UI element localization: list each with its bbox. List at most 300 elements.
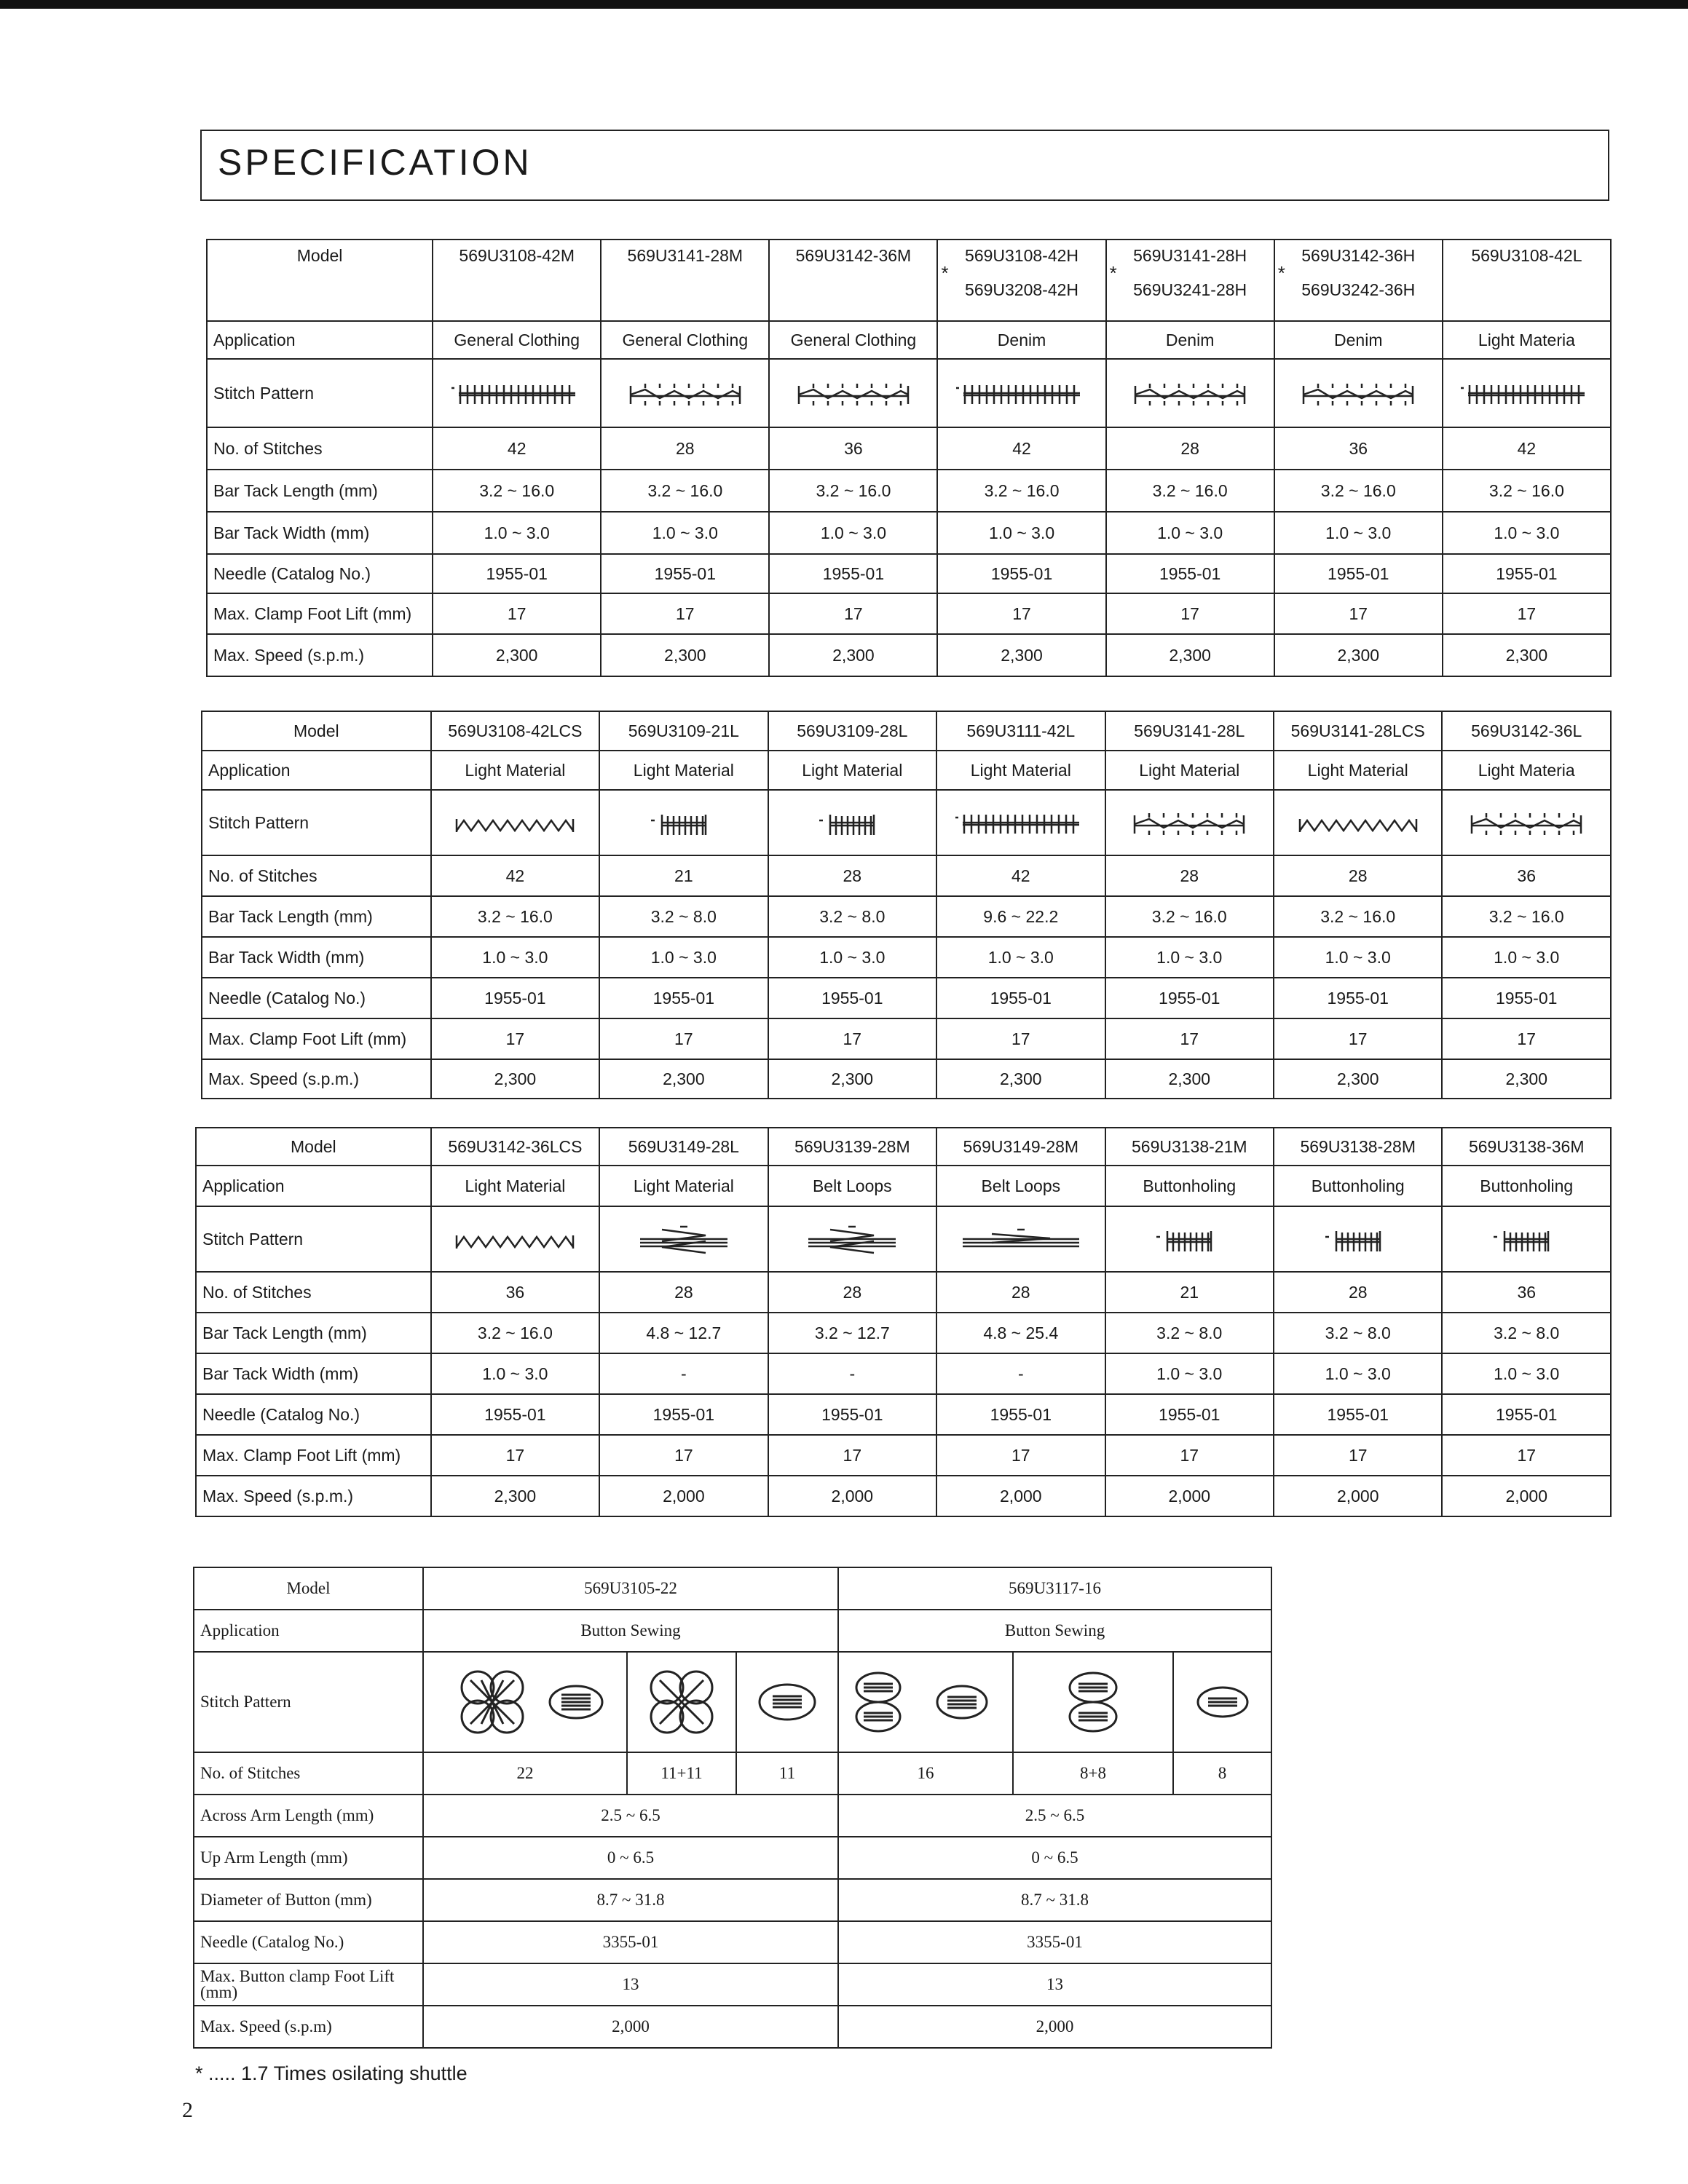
needle-cell: 1955-01 [599,978,768,1018]
button-clamp-cell: 13 [838,1963,1271,2006]
lift-label: Max. Clamp Foot Lift (mm) [207,593,433,634]
lift-cell: 17 [1442,1435,1611,1476]
needle-cell: 1955-01 [769,554,937,593]
width-cell: 1.0 ~ 3.0 [599,937,768,978]
model-label: Model [202,711,431,751]
width-cell: - [936,1353,1105,1394]
stitch-pattern-cell [1442,790,1611,855]
application-cell: Button Sewing [423,1610,838,1652]
length-cell: 3.2 ~ 8.0 [599,896,768,937]
stitch-pattern-cell [433,359,601,427]
model-row [207,240,1611,321]
stitch-pattern-cell [431,1206,599,1272]
application-cell: General Clothing [769,321,937,359]
stitches-cell: 28 [1106,427,1274,470]
model-cell: 569U3138-21M [1105,1128,1274,1166]
model-cell: 569U3138-28M [1274,1128,1442,1166]
stitches-cell: 42 [1443,427,1611,470]
needle-label: Needle (Catalog No.) [194,1921,423,1963]
speed-cell: 2,300 [431,1059,599,1099]
width-cell: 1.0 ~ 3.0 [769,512,937,554]
length-cell: 3.2 ~ 16.0 [769,470,937,512]
button-4hole-pattern-icon [634,1662,729,1742]
lift-cell: 17 [431,1018,599,1059]
spec-table-3 [195,1127,1612,1517]
stitches-label: No. of Stitches [196,1272,431,1313]
lift-cell: 17 [769,593,937,634]
speed-cell: 2,000 [936,1476,1105,1516]
width-cell: 1.0 ~ 3.0 [936,937,1105,978]
bartack-pattern-icon [611,804,757,841]
beltloop-pattern-icon [948,1221,1094,1257]
width-cell: 1.0 ~ 3.0 [768,937,936,978]
buttonhole-pattern-icon [1454,1221,1599,1257]
stitches-row [196,1272,1611,1313]
needle-row [207,554,1611,593]
length-cell: 3.2 ~ 16.0 [1274,896,1442,937]
beltloop-pattern-icon [611,1221,757,1257]
application-cell: Belt Loops [768,1166,936,1206]
needle-cell: 1955-01 [1274,978,1442,1018]
application-cell: Buttonholing [1274,1166,1442,1206]
application-cell: Light Material [768,751,936,790]
model-cell: 569U3139-28M [768,1128,936,1166]
application-label: Application [207,321,433,359]
needle-cell: 1955-01 [1105,1394,1274,1435]
buttonhole-pattern-icon [1116,1221,1262,1257]
page-number: 2 [182,2098,193,2122]
speed-cell: 2,000 [423,2006,838,2048]
speed-cell: 2,000 [768,1476,936,1516]
stitches-cell: 36 [1442,855,1611,896]
lift-cell: 17 [431,1435,599,1476]
application-cell: Denim [1274,321,1443,359]
lift-cell: 17 [1442,1018,1611,1059]
model-label: Model [207,240,433,321]
application-cell: Buttonholing [1442,1166,1611,1206]
stitch-pattern-cell [768,1206,936,1272]
lift-row [207,593,1611,634]
width-row [202,937,1611,978]
application-cell: Light Material [1105,751,1274,790]
stitches-label: No. of Stitches [202,855,431,896]
stitches-cell: 36 [431,1272,599,1313]
up-arm-cell: 0 ~ 6.5 [423,1837,838,1879]
width-cell: 1.0 ~ 3.0 [431,1353,599,1394]
needle-label: Needle (Catalog No.) [202,978,431,1018]
application-cell: Light Material [936,751,1105,790]
speed-cell: 2,300 [601,634,769,676]
model-cell: 569U3138-36M [1442,1128,1611,1166]
bartack-pattern-icon [1285,375,1431,411]
width-cell: 1.0 ~ 3.0 [433,512,601,554]
length-cell: 4.8 ~ 12.7 [599,1313,768,1353]
stitch-pattern-cell [937,359,1105,427]
stitches-cell: 21 [1105,1272,1274,1313]
speed-label: Max. Speed (s.p.m) [194,2006,423,2048]
stitch-pattern-cell [838,1652,1013,1752]
model-cell: 569U3142-36H * 569U3242-36H [1274,240,1443,321]
diameter-cell: 8.7 ~ 31.8 [838,1879,1271,1921]
stitch-pattern-cell [1274,790,1442,855]
stitches-cell: 28 [768,1272,936,1313]
stitch-pattern-label: Stitch Pattern [194,1652,423,1752]
length-cell: 3.2 ~ 16.0 [433,470,601,512]
speed-row [207,634,1611,676]
button-2hole-pattern-icon [1186,1677,1259,1728]
speed-cell: 2,300 [433,634,601,676]
stitch-pattern-row [207,359,1611,427]
stitches-row [207,427,1611,470]
spec-table-4 [193,1567,1272,2049]
title-box [200,130,1609,201]
speed-cell: 2,300 [768,1059,936,1099]
application-row [202,751,1611,790]
across-arm-cell: 2.5 ~ 6.5 [423,1795,838,1837]
model-cell: 569U3141-28L [1105,711,1274,751]
needle-cell: 1955-01 [937,554,1105,593]
lift-row [202,1018,1611,1059]
length-cell: 3.2 ~ 16.0 [601,470,769,512]
needle-cell: 1955-01 [1274,1394,1442,1435]
needle-cell: 1955-01 [599,1394,768,1435]
bartack-pattern-icon [1454,375,1599,411]
length-cell: 3.2 ~ 16.0 [1105,896,1274,937]
length-cell: 3.2 ~ 8.0 [1274,1313,1442,1353]
stitches-cell: 42 [433,427,601,470]
model-cell: 569U3142-36LCS [431,1128,599,1166]
length-cell: 3.2 ~ 16.0 [1274,470,1443,512]
stitch-pattern-cell [599,790,768,855]
bartack-pattern-icon [1117,375,1263,411]
lift-cell: 17 [936,1018,1105,1059]
diameter-label: Diameter of Button (mm) [194,1879,423,1921]
model-row [194,1567,1271,1610]
application-cell: Light Material [1274,751,1442,790]
needle-cell: 1955-01 [936,978,1105,1018]
needle-label: Needle (Catalog No.) [207,554,433,593]
needle-cell: 1955-01 [1106,554,1274,593]
width-cell: 1.0 ~ 3.0 [937,512,1105,554]
speed-cell: 2,000 [838,2006,1271,2048]
stitch-pattern-row [202,790,1611,855]
up-arm-cell: 0 ~ 6.5 [838,1837,1271,1879]
spec-table-1 [206,239,1612,677]
buttonhole-pattern-icon [1285,1221,1431,1257]
button-clamp-label: Max. Button clamp Foot Lift (mm) [194,1963,423,2006]
speed-cell: 2,300 [769,634,937,676]
across-arm-row [194,1795,1271,1837]
button-4hole-pattern-icon [845,1662,1006,1742]
speed-cell: 2,300 [431,1476,599,1516]
application-cell: Light Materia [1442,751,1611,790]
application-cell: Light Material [599,1166,768,1206]
application-cell: Denim [937,321,1105,359]
across-arm-label: Across Arm Length (mm) [194,1795,423,1837]
button-clamp-row [194,1963,1271,2006]
lift-cell: 17 [1443,593,1611,634]
stitches-cell: 28 [599,1272,768,1313]
length-cell: 3.2 ~ 16.0 [1443,470,1611,512]
button-4hole-pattern-icon [1053,1662,1133,1742]
beltloop-pattern-icon [779,1221,925,1257]
needle-label: Needle (Catalog No.) [196,1394,431,1435]
lift-cell: 17 [599,1435,768,1476]
lift-cell: 17 [433,593,601,634]
model-cell: 569U3105-22 [423,1567,838,1610]
stitches-cell: 36 [1274,427,1443,470]
stitch-pattern-cell [736,1652,838,1752]
speed-cell: 2,300 [1442,1059,1611,1099]
needle-cell: 1955-01 [768,978,936,1018]
stitches-label: No. of Stitches [194,1752,423,1795]
length-cell: 9.6 ~ 22.2 [936,896,1105,937]
model-cell: 569U3149-28L [599,1128,768,1166]
bartack-pattern-icon [444,375,590,411]
needle-cell: 1955-01 [1105,978,1274,1018]
model-cell: 569U3142-36L [1442,711,1611,751]
stitches-cell: 21 [599,855,768,896]
bartack-pattern-icon [442,1221,588,1257]
length-label: Bar Tack Length (mm) [207,470,433,512]
speed-label: Max. Speed (s.p.m.) [207,634,433,676]
button-4hole-pattern-icon [441,1662,609,1742]
application-cell: Denim [1106,321,1274,359]
width-cell: - [599,1353,768,1394]
diameter-cell: 8.7 ~ 31.8 [423,1879,838,1921]
application-cell: General Clothing [433,321,601,359]
stitches-cell: 28 [1274,855,1442,896]
lift-cell: 17 [768,1018,936,1059]
bartack-pattern-icon [1454,804,1599,841]
speed-cell: 2,300 [1105,1059,1274,1099]
bartack-pattern-icon [1116,804,1262,841]
model-cell: 569U3108-42H * 569U3208-42H [937,240,1105,321]
bartack-pattern-icon [442,804,588,841]
width-cell: 1.0 ~ 3.0 [1274,937,1442,978]
width-cell: - [768,1353,936,1394]
stitches-cell: 28 [768,855,936,896]
needle-cell: 3355-01 [423,1921,838,1963]
stitches-label: No. of Stitches [207,427,433,470]
bartack-pattern-icon [948,804,1094,841]
stitches-row [194,1752,1271,1795]
stitch-pattern-row [196,1206,1611,1272]
up-arm-row [194,1837,1271,1879]
stitches-cell: 42 [936,855,1105,896]
stitches-row [202,855,1611,896]
bartack-pattern-icon [612,375,758,411]
length-label: Bar Tack Length (mm) [202,896,431,937]
model-cell: 569U3117-16 [838,1567,1271,1610]
stitches-cell: 28 [936,1272,1105,1313]
model-cell: 569U3108-42LCS [431,711,599,751]
length-cell: 3.2 ~ 8.0 [1442,1313,1611,1353]
spec-table-2 [201,711,1612,1099]
stitch-pattern-cell [768,790,936,855]
needle-cell: 3355-01 [838,1921,1271,1963]
model-row [196,1128,1611,1166]
lift-cell: 17 [599,1018,768,1059]
application-label: Application [196,1166,431,1206]
speed-cell: 2,000 [1442,1476,1611,1516]
lift-label: Max. Clamp Foot Lift (mm) [196,1435,431,1476]
model-cell: 569U3109-21L [599,711,768,751]
width-row [207,512,1611,554]
application-cell: Light Material [431,1166,599,1206]
application-row [194,1610,1271,1652]
needle-cell: 1955-01 [768,1394,936,1435]
needle-row [202,978,1611,1018]
lift-cell: 17 [1105,1435,1274,1476]
length-cell: 3.2 ~ 16.0 [937,470,1105,512]
button-2hole-pattern-icon [747,1677,827,1728]
stitches-cell: 8+8 [1013,1752,1173,1795]
speed-label: Max. Speed (s.p.m.) [196,1476,431,1516]
application-row [196,1166,1611,1206]
across-arm-cell: 2.5 ~ 6.5 [838,1795,1271,1837]
stitches-cell: 36 [769,427,937,470]
model-cell: 569U3111-42L [936,711,1105,751]
stitch-pattern-cell [936,1206,1105,1272]
width-label: Bar Tack Width (mm) [202,937,431,978]
stitch-pattern-label: Stitch Pattern [207,359,433,427]
width-cell: 1.0 ~ 3.0 [1442,937,1611,978]
speed-row [196,1476,1611,1516]
model-cell: 569U3141-28H * 569U3241-28H [1106,240,1274,321]
page-title: SPECIFICATION [218,142,532,183]
lift-cell: 17 [937,593,1105,634]
width-cell: 1.0 ~ 3.0 [1105,1353,1274,1394]
scan-top-edge [0,0,1688,9]
stitch-pattern-cell [601,359,769,427]
lift-cell: 17 [1106,593,1274,634]
lift-label: Max. Clamp Foot Lift (mm) [202,1018,431,1059]
length-cell: 3.2 ~ 16.0 [431,1313,599,1353]
button-clamp-cell: 13 [423,1963,838,2006]
application-cell: Light Material [431,751,599,790]
application-label: Application [202,751,431,790]
stitch-pattern-cell [599,1206,768,1272]
length-cell: 3.2 ~ 12.7 [768,1313,936,1353]
width-cell: 1.0 ~ 3.0 [1106,512,1274,554]
model-cell: 569U3108-42L [1443,240,1611,321]
model-cell: 569U3142-36M [769,240,937,321]
stitches-cell: 42 [937,427,1105,470]
needle-cell: 1955-01 [601,554,769,593]
speed-cell: 2,300 [1106,634,1274,676]
lift-cell: 17 [1274,593,1443,634]
width-label: Bar Tack Width (mm) [207,512,433,554]
model-cell: 569U3141-28M [601,240,769,321]
up-arm-label: Up Arm Length (mm) [194,1837,423,1879]
lift-cell: 17 [1105,1018,1274,1059]
length-cell: 3.2 ~ 16.0 [431,896,599,937]
model-cell: 569U3141-28LCS [1274,711,1442,751]
needle-cell: 1955-01 [1442,978,1611,1018]
application-cell: General Clothing [601,321,769,359]
speed-cell: 2,300 [936,1059,1105,1099]
stitch-pattern-cell [1442,1206,1611,1272]
bartack-pattern-icon [779,804,925,841]
speed-label: Max. Speed (s.p.m.) [202,1059,431,1099]
length-cell: 3.2 ~ 8.0 [768,896,936,937]
stitches-cell: 22 [423,1752,627,1795]
lift-cell: 17 [768,1435,936,1476]
needle-cell: 1955-01 [433,554,601,593]
speed-row [194,2006,1271,2048]
model-cell: 569U3109-28L [768,711,936,751]
speed-cell: 2,300 [1274,634,1443,676]
lift-cell: 17 [936,1435,1105,1476]
width-cell: 1.0 ~ 3.0 [1442,1353,1611,1394]
needle-cell: 1955-01 [936,1394,1105,1435]
width-cell: 1.0 ~ 3.0 [1443,512,1611,554]
diameter-row [194,1879,1271,1921]
speed-cell: 2,300 [1274,1059,1442,1099]
application-row [207,321,1611,359]
speed-cell: 2,300 [599,1059,768,1099]
model-label: Model [196,1128,431,1166]
stitch-pattern-cell [423,1652,627,1752]
needle-cell: 1955-01 [1443,554,1611,593]
bartack-pattern-icon [1285,804,1431,841]
application-cell: Belt Loops [936,1166,1105,1206]
length-cell: 3.2 ~ 16.0 [1442,896,1611,937]
stitches-cell: 16 [838,1752,1013,1795]
length-label: Bar Tack Length (mm) [196,1313,431,1353]
stitch-pattern-cell [1274,1206,1442,1272]
stitches-cell: 36 [1442,1272,1611,1313]
width-label: Bar Tack Width (mm) [196,1353,431,1394]
stitch-pattern-cell [627,1652,736,1752]
stitches-cell: 42 [431,855,599,896]
application-cell: Light Material [599,751,768,790]
needle-cell: 1955-01 [431,978,599,1018]
length-row [196,1313,1611,1353]
stitch-pattern-cell [1274,359,1443,427]
length-cell: 3.2 ~ 8.0 [1105,1313,1274,1353]
width-row [196,1353,1611,1394]
lift-cell: 17 [1274,1435,1442,1476]
stitches-cell: 11+11 [627,1752,736,1795]
application-cell: Light Materia [1443,321,1611,359]
stitches-cell: 11 [736,1752,838,1795]
stitch-pattern-row [194,1652,1271,1752]
stitch-pattern-cell [1106,359,1274,427]
speed-cell: 2,000 [1274,1476,1442,1516]
length-row [202,896,1611,937]
needle-cell: 1955-01 [431,1394,599,1435]
stitches-cell: 8 [1173,1752,1271,1795]
width-cell: 1.0 ~ 3.0 [431,937,599,978]
speed-row [202,1059,1611,1099]
stitch-pattern-cell [431,790,599,855]
bartack-pattern-icon [781,375,926,411]
stitches-cell: 28 [601,427,769,470]
length-row [207,470,1611,512]
model-cell: 569U3108-42M [433,240,601,321]
speed-cell: 2,000 [1105,1476,1274,1516]
application-label: Application [194,1610,423,1652]
speed-cell: 2,000 [599,1476,768,1516]
model-cell: 569U3149-28M [936,1128,1105,1166]
lift-cell: 17 [601,593,769,634]
application-cell: Button Sewing [838,1610,1271,1652]
width-cell: 1.0 ~ 3.0 [1274,1353,1442,1394]
footnote: * ..... 1.7 Times osilating shuttle [195,2062,468,2084]
model-row [202,711,1611,751]
